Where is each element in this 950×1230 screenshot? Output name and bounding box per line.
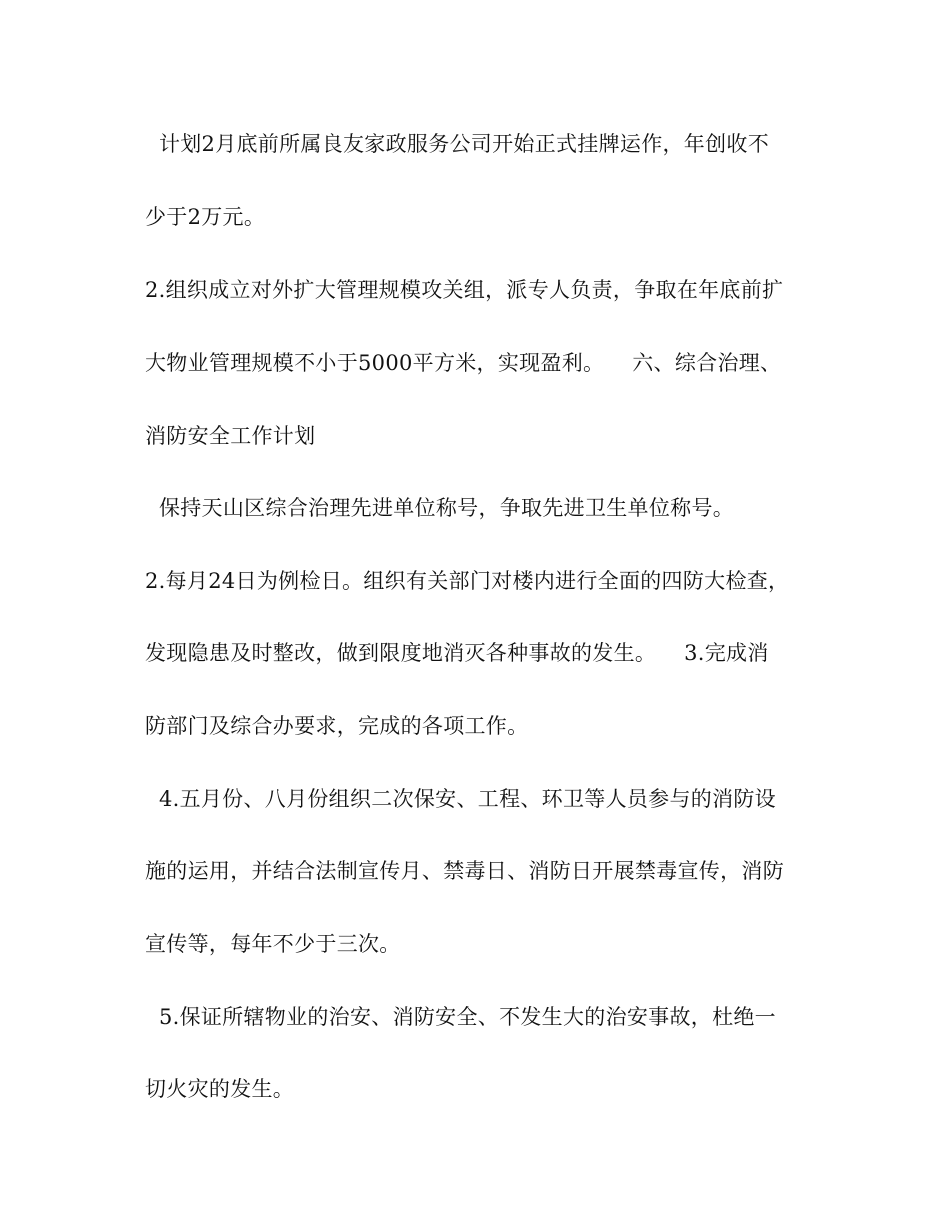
text-line: 施的运用，并结合法制宣传月、禁毒日、消防日开展禁毒宣传，消防 bbox=[145, 859, 784, 883]
text-line: 计划2月底前所属良友家政服务公司开始正式挂牌运作，年创收不 bbox=[145, 132, 770, 156]
text-line: 大物业管理规模不小于5000平方米，实现盈利。 六、综合治理、 bbox=[145, 351, 782, 375]
text-line: 保持天山区综合治理先进单位称号，争取先进卫生单位称号。 bbox=[145, 496, 735, 520]
text-line: 发现隐患及时整改，做到限度地消灭各种事故的发生。 3.完成消 bbox=[145, 641, 769, 665]
text-line: 2.每月24日为例检日。组织有关部门对楼内进行全面的四防大检查， bbox=[145, 569, 790, 593]
text-line: 5.保证所辖物业的治安、消防安全、不发生大的治安事故，杜绝一 bbox=[145, 1005, 776, 1029]
text-line: 4.五月份、八月份组织二次保安、工程、环卫等人员参与的消防设 bbox=[145, 787, 776, 811]
text-line: 切火灾的发生。 bbox=[145, 1077, 295, 1101]
text-line: 宣传等，每年不少于三次。 bbox=[145, 932, 401, 956]
text-line: 消防安全工作计划 bbox=[145, 424, 316, 448]
text-line: 少于2万元。 bbox=[145, 205, 266, 229]
text-line: 防部门及综合办要求，完成的各项工作。 bbox=[145, 714, 529, 738]
text-line: 2.组织成立对外扩大管理规模攻关组，派专人负责，争取在年底前扩 bbox=[145, 278, 784, 302]
